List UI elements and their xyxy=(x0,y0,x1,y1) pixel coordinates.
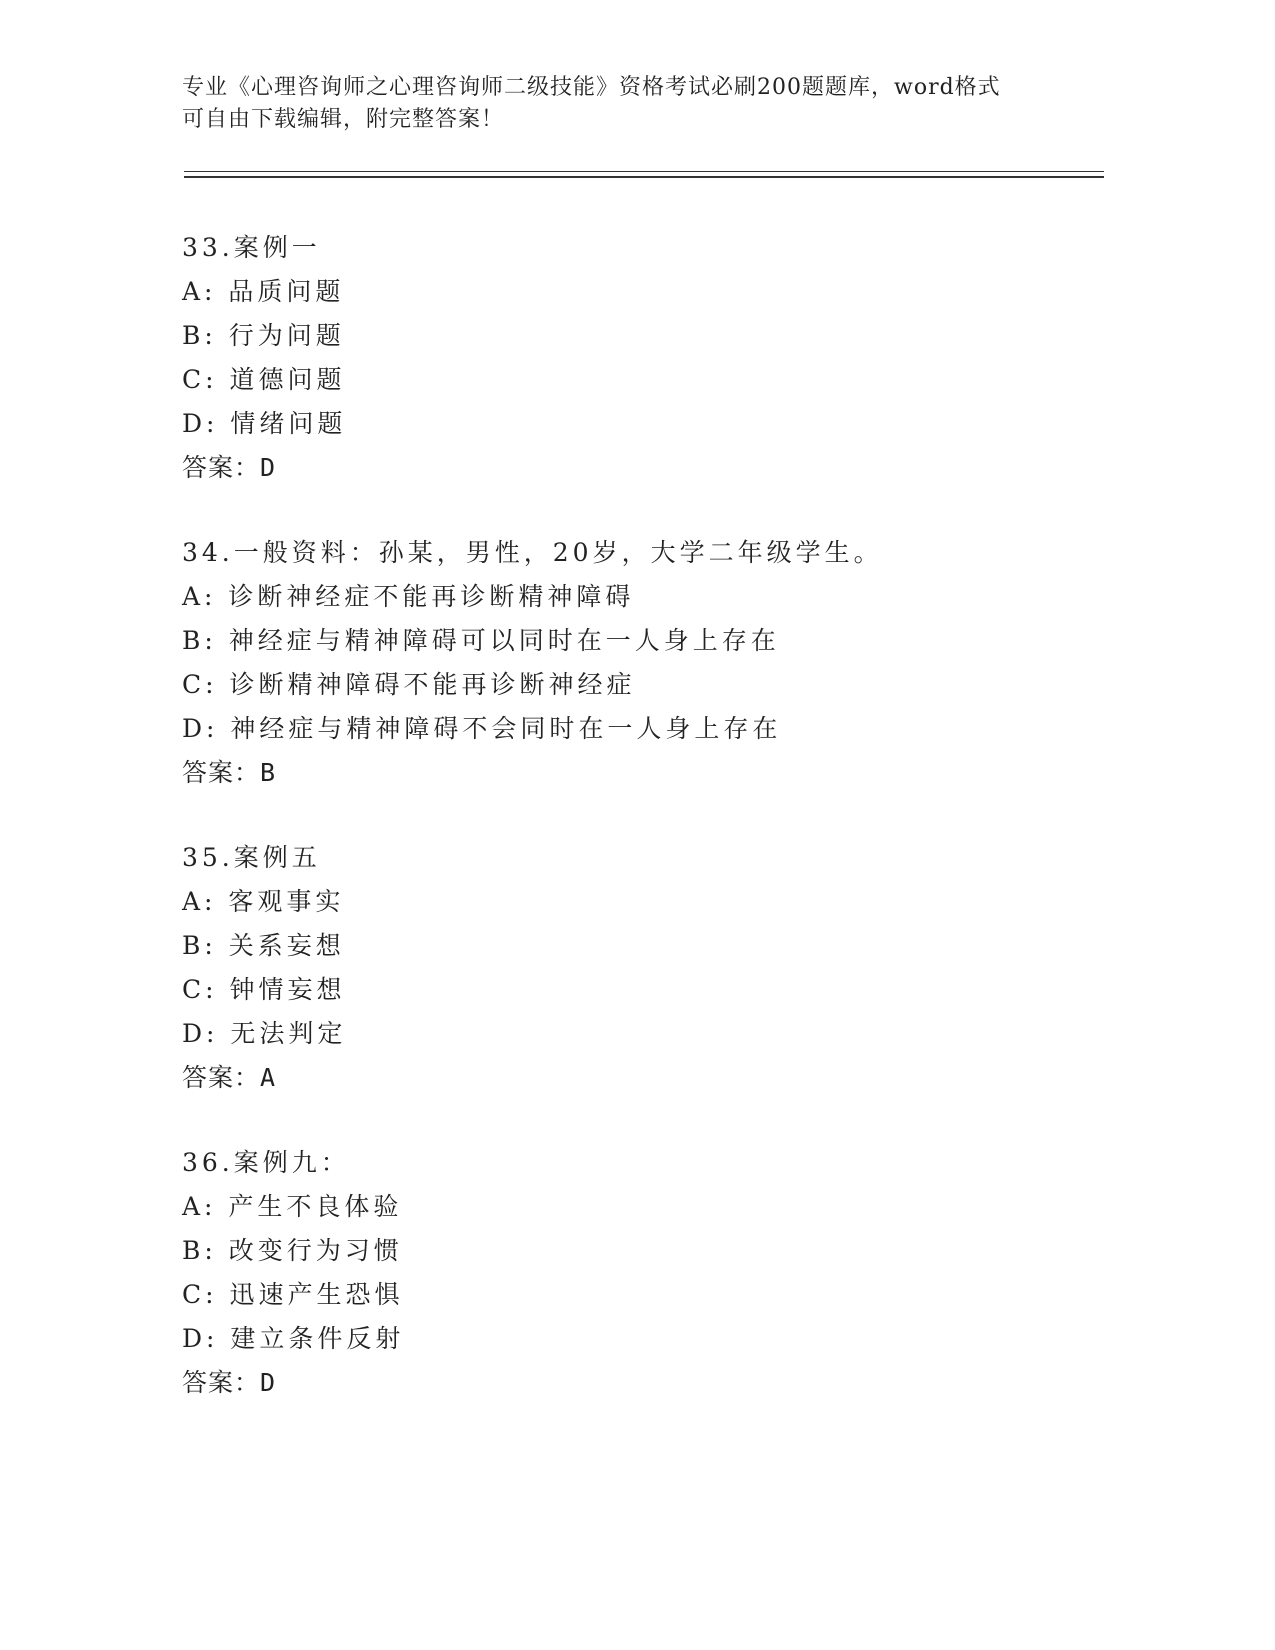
option-d: D: 神经症与精神障碍不会同时在一人身上存在 xyxy=(182,714,782,743)
header-line-1: 专业《心理咨询师之心理咨询师二级技能》资格考试必刷200题题库，word格式 xyxy=(182,75,1001,100)
option-c: C: 诊断精神障碍不能再诊断神经症 xyxy=(182,670,636,699)
option-d: D: 建立条件反射 xyxy=(182,1324,405,1353)
header-line-2: 可自由下载编辑，附完整答案！ xyxy=(182,107,505,132)
option-a: A: 产生不良体验 xyxy=(182,1192,403,1221)
header-divider-bottom xyxy=(184,176,1104,178)
answer-line xyxy=(182,751,1082,795)
question-34 xyxy=(182,531,1082,795)
option-d: D: 情绪问题 xyxy=(182,409,347,438)
answer-line xyxy=(182,1056,1082,1100)
option-b: B: 神经症与精神障碍可以同时在一人身上存在 xyxy=(182,626,780,655)
answer-value: B xyxy=(260,758,277,787)
option-c: C: 迅速产生恐惧 xyxy=(182,1280,404,1309)
option-b: B: 关系妄想 xyxy=(182,931,345,960)
document-header xyxy=(182,72,1082,136)
answer-line xyxy=(182,446,1082,490)
answer-line xyxy=(182,1361,1082,1405)
answer-label: 答案： xyxy=(182,453,261,482)
option-b: B: 改变行为习惯 xyxy=(182,1236,403,1265)
option-a: A: 客观事实 xyxy=(182,887,345,916)
question-33 xyxy=(182,226,1082,490)
question-stem: 36.案例九： xyxy=(182,1148,350,1177)
answer-value: A xyxy=(260,1063,277,1092)
question-stem: 34.一般资料：孙某，男性，20岁，大学二年级学生。 xyxy=(182,538,883,567)
answer-label: 答案： xyxy=(182,1063,261,1092)
option-b: B: 行为问题 xyxy=(182,321,345,350)
option-a: A: 诊断神经症不能再诊断精神障碍 xyxy=(182,582,635,611)
option-c: C: 道德问题 xyxy=(182,365,346,394)
option-a: A: 品质问题 xyxy=(182,277,345,306)
header-divider-top xyxy=(184,171,1104,172)
option-c: C: 钟情妄想 xyxy=(182,975,346,1004)
option-d: D: 无法判定 xyxy=(182,1019,347,1048)
question-stem: 35.案例五 xyxy=(182,843,321,872)
question-stem: 33.案例一 xyxy=(182,233,321,262)
question-35 xyxy=(182,836,1082,1100)
answer-value: D xyxy=(260,453,277,482)
answer-label: 答案： xyxy=(182,1368,261,1397)
question-36 xyxy=(182,1141,1082,1405)
answer-value: D xyxy=(260,1368,277,1397)
answer-label: 答案： xyxy=(182,758,261,787)
